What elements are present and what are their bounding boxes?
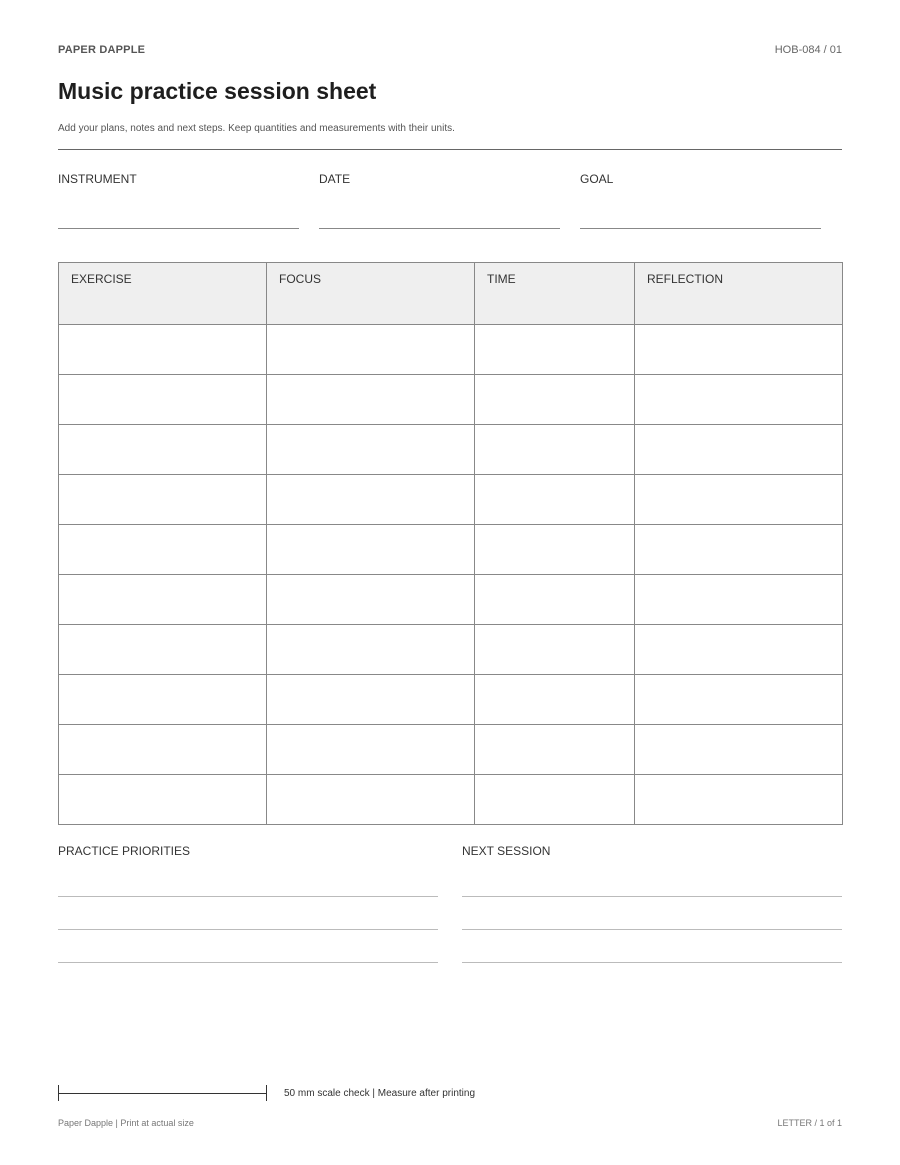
column-header-reflection: REFLECTION — [635, 263, 843, 325]
date-field[interactable] — [319, 172, 560, 186]
date-write-line[interactable] — [319, 228, 560, 229]
cell-exercise[interactable] — [59, 325, 267, 375]
cell-focus[interactable] — [267, 475, 475, 525]
practice-priorities-line[interactable] — [58, 962, 438, 963]
practice-priorities-label: PRACTICE PRIORITIES — [58, 844, 191, 858]
scale-bar-line — [58, 1093, 267, 1094]
document-id: HOB-084 / 01 — [774, 44, 842, 56]
table-row — [59, 475, 843, 525]
scale-bar-start-tick — [58, 1085, 59, 1101]
instrument-write-line[interactable] — [58, 228, 299, 229]
table-row — [59, 775, 843, 825]
instrument-field[interactable] — [58, 172, 299, 186]
scale-check-text: 50 mm scale check | Measure after printing — [284, 1088, 476, 1099]
cell-exercise[interactable] — [59, 425, 267, 475]
cell-reflection[interactable] — [635, 425, 843, 475]
next-session-section — [462, 844, 842, 858]
cell-time[interactable] — [475, 425, 635, 475]
cell-focus[interactable] — [267, 375, 475, 425]
cell-time[interactable] — [475, 775, 635, 825]
next-session-line[interactable] — [462, 929, 842, 930]
column-header-focus: FOCUS — [267, 263, 475, 325]
table-row — [59, 375, 843, 425]
scale-check-bar — [58, 1085, 267, 1101]
cell-time[interactable] — [475, 575, 635, 625]
practice-priorities-line[interactable] — [58, 896, 438, 897]
cell-exercise[interactable] — [59, 375, 267, 425]
cell-exercise[interactable] — [59, 475, 267, 525]
cell-reflection[interactable] — [635, 325, 843, 375]
practice-priorities-line[interactable] — [58, 929, 438, 930]
table-row — [59, 525, 843, 575]
practice-log-table — [58, 262, 843, 825]
table-header-row — [59, 263, 843, 325]
cell-reflection[interactable] — [635, 625, 843, 675]
next-session-label: NEXT SESSION — [462, 844, 551, 858]
cell-reflection[interactable] — [635, 475, 843, 525]
footer-left-text: Paper Dapple | Print at actual size — [58, 1118, 194, 1128]
cell-focus[interactable] — [267, 575, 475, 625]
cell-time[interactable] — [475, 475, 635, 525]
cell-focus[interactable] — [267, 425, 475, 475]
page-subtitle: Add your plans, notes and next steps. Keep quantities and measurements with their units. — [58, 123, 455, 134]
practice-priorities-section — [58, 844, 438, 858]
cell-reflection[interactable] — [635, 675, 843, 725]
cell-reflection[interactable] — [635, 375, 843, 425]
cell-focus[interactable] — [267, 675, 475, 725]
next-session-line[interactable] — [462, 962, 842, 963]
scale-bar-end-tick — [266, 1085, 267, 1101]
table-row — [59, 725, 843, 775]
table-row — [59, 625, 843, 675]
cell-reflection[interactable] — [635, 575, 843, 625]
cell-exercise[interactable] — [59, 725, 267, 775]
goal-label: GOAL — [580, 172, 614, 186]
header-divider — [58, 149, 842, 150]
cell-reflection[interactable] — [635, 725, 843, 775]
cell-time[interactable] — [475, 625, 635, 675]
cell-exercise[interactable] — [59, 525, 267, 575]
column-header-exercise: EXERCISE — [59, 263, 267, 325]
table-row — [59, 575, 843, 625]
table-row — [59, 425, 843, 475]
cell-time[interactable] — [475, 725, 635, 775]
date-label: DATE — [319, 172, 351, 186]
cell-focus[interactable] — [267, 325, 475, 375]
cell-exercise[interactable] — [59, 775, 267, 825]
goal-write-line[interactable] — [580, 228, 821, 229]
instrument-label: INSTRUMENT — [58, 172, 137, 186]
table-row — [59, 675, 843, 725]
cell-time[interactable] — [475, 525, 635, 575]
cell-focus[interactable] — [267, 525, 475, 575]
cell-exercise[interactable] — [59, 625, 267, 675]
cell-time[interactable] — [475, 375, 635, 425]
brand-name: PAPER DAPPLE — [58, 44, 146, 56]
table-row — [59, 325, 843, 375]
column-header-time: TIME — [475, 263, 635, 325]
page-title: Music practice session sheet — [58, 78, 377, 104]
cell-focus[interactable] — [267, 725, 475, 775]
cell-exercise[interactable] — [59, 675, 267, 725]
cell-focus[interactable] — [267, 625, 475, 675]
cell-focus[interactable] — [267, 775, 475, 825]
cell-reflection[interactable] — [635, 775, 843, 825]
cell-time[interactable] — [475, 675, 635, 725]
footer-page-info: LETTER / 1 of 1 — [777, 1118, 842, 1128]
cell-reflection[interactable] — [635, 525, 843, 575]
next-session-line[interactable] — [462, 896, 842, 897]
goal-field[interactable] — [580, 172, 821, 186]
cell-exercise[interactable] — [59, 575, 267, 625]
cell-time[interactable] — [475, 325, 635, 375]
